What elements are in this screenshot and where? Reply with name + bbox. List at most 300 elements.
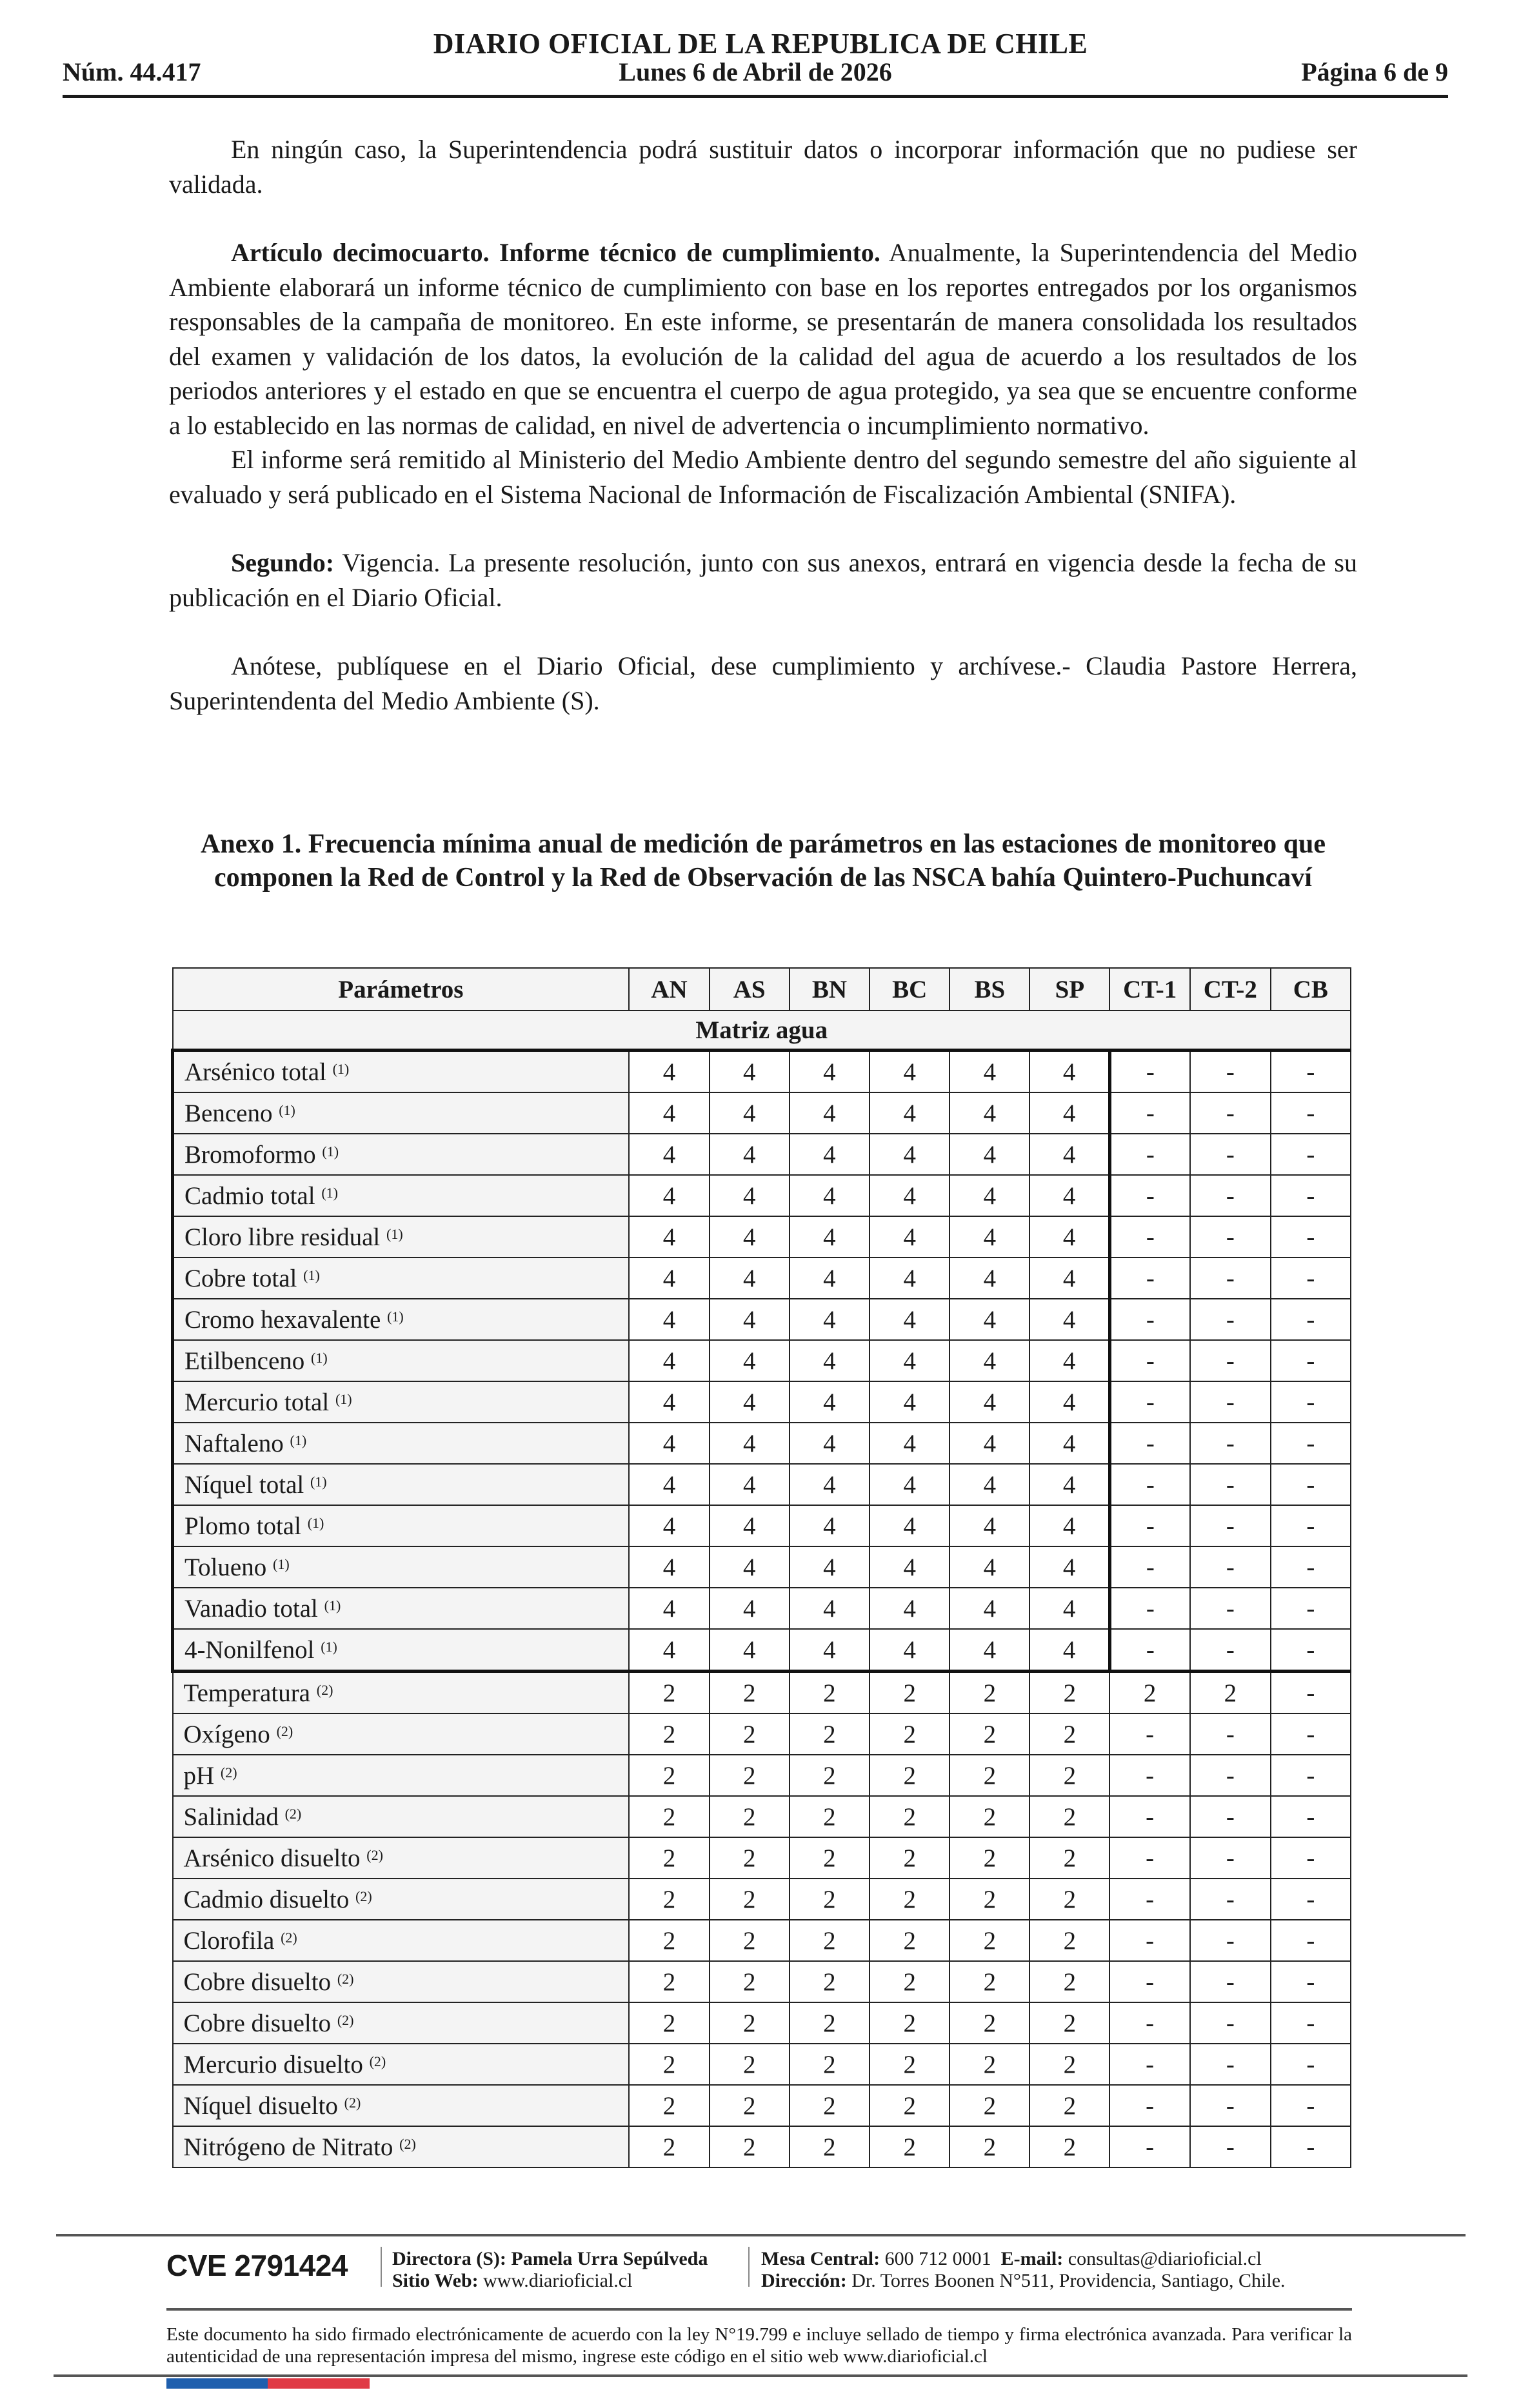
frequency-cell: 4	[949, 1134, 1029, 1175]
table-row	[173, 1505, 1351, 1546]
frequency-cell: 4	[629, 1092, 709, 1134]
article-text: Anualmente, la Superintendencia del Medio Ambiente elaborará un informe técnico de cumplimiento con base en los reportes entregados por los organismos responsables de la campaña de monitoreo. En este informe, se presentarán de manera consolidada los resultados del examen y validación de los datos, la evolución de la calidad del agua de acuerdo a los resultados de los periodos anteriores y el estado en que se encuentra el cuerpo de agua protegido, ya sea que se encuentre conforme a lo establecido en las normas de calidad, en nivel de advertencia o incumplimiento normativo.	[169, 238, 1357, 440]
frequency-cell: -	[1109, 1546, 1190, 1588]
table-row	[173, 1216, 1351, 1258]
frequency-cell: 2	[710, 1755, 790, 1796]
frequency-cell: 4	[1029, 1134, 1109, 1175]
frequency-cell: 4	[1029, 1216, 1109, 1258]
parameter-name	[173, 1796, 630, 1837]
parameter-label: Plomo total	[184, 1512, 301, 1540]
frequency-cell: 2	[790, 1796, 870, 1837]
footnote-marker: (2)	[316, 1681, 333, 1698]
email-link[interactable]: consultas@diarioficial.cl	[1063, 2248, 1262, 2269]
frequency-cell: 4	[790, 1051, 870, 1093]
table-row	[173, 1713, 1351, 1755]
second-text: Vigencia. La presente resolución, junto con sus anexos, entrará en vigencia desde la fecha de su publicación en el Diario Oficial.	[169, 548, 1357, 612]
frequency-cell: -	[1271, 1837, 1351, 1879]
frequency-cell: 4	[710, 1340, 790, 1381]
frequency-cell: 4	[949, 1340, 1029, 1381]
frequency-cell: 2	[949, 1755, 1029, 1796]
table-row	[173, 1340, 1351, 1381]
frequency-cell: -	[1109, 1588, 1190, 1629]
frequency-cell: -	[1271, 1588, 1351, 1629]
frequency-cell: 4	[710, 1464, 790, 1505]
frequency-cell: 4	[870, 1216, 949, 1258]
frequency-cell: 4	[949, 1381, 1029, 1423]
parameter-name	[173, 1216, 630, 1258]
frequency-cell: 2	[790, 2002, 870, 2044]
gazette-title: DIARIO OFICIAL DE LA REPUBLICA DE CHILE	[433, 28, 1088, 59]
frequency-cell: 4	[710, 1258, 790, 1299]
frequency-cell: 4	[629, 1340, 709, 1381]
table-row	[173, 1920, 1351, 1961]
frequency-cell: 4	[790, 1134, 870, 1175]
frequency-cell: -	[1190, 2126, 1271, 2167]
frequency-cell: 2	[1029, 2126, 1109, 2167]
frequency-cell: 4	[1029, 1175, 1109, 1216]
frequency-cell: 4	[629, 1505, 709, 1546]
frequency-cell: -	[1109, 2002, 1190, 2044]
parameter-label: Temperatura	[183, 1679, 310, 1707]
table-row	[173, 1961, 1351, 2002]
frequency-cell: -	[1109, 1340, 1190, 1381]
footnote-marker: (1)	[332, 1060, 350, 1077]
frequency-cell: 4	[1029, 1258, 1109, 1299]
frequency-cell: -	[1190, 1092, 1271, 1134]
flag-stripe-red	[268, 2378, 370, 2389]
column-header-station: AS	[710, 968, 790, 1011]
parameter-label: Mercurio total	[184, 1388, 330, 1416]
frequency-cell: 4	[1029, 1423, 1109, 1464]
frequency-cell: -	[1190, 1961, 1271, 2002]
frequency-cell: -	[1271, 2085, 1351, 2126]
frequency-cell: 2	[629, 1837, 709, 1879]
frequency-cell: -	[1190, 1879, 1271, 1920]
frequency-cell: -	[1271, 1920, 1351, 1961]
frequency-cell: -	[1271, 2044, 1351, 2085]
footnote-marker: (2)	[276, 1722, 293, 1739]
frequency-cell: 4	[1029, 1464, 1109, 1505]
column-header-station: AN	[629, 968, 709, 1011]
table-row	[173, 1796, 1351, 1837]
frequency-cell: -	[1190, 1713, 1271, 1755]
frequency-cell: 2	[629, 2002, 709, 2044]
table-row	[173, 1879, 1351, 1920]
footnote-marker: (1)	[321, 1638, 337, 1655]
parameter-label: Arsénico total	[184, 1058, 326, 1086]
frequency-cell: 2	[790, 1672, 870, 1714]
frequency-cell: -	[1271, 1629, 1351, 1672]
parameter-name	[173, 2044, 630, 2085]
frequency-cell: -	[1109, 1961, 1190, 2002]
frequency-cell: 2	[1029, 2002, 1109, 2044]
document-body	[169, 132, 1357, 718]
header-divider	[63, 95, 1448, 98]
frequency-cell: 2	[710, 1672, 790, 1714]
frequency-cell: 2	[710, 2044, 790, 2085]
table-row	[173, 1381, 1351, 1423]
parameter-label: Salinidad	[183, 1802, 279, 1831]
paragraph-signoff: Anótese, publíquese en el Diario Oficial, dese cumplimiento y archívese.- Claudia Pastore Herrera, Superintendenta del Medio Ambiente (S).	[169, 651, 1357, 715]
frequency-cell: -	[1190, 2044, 1271, 2085]
parameter-label: Níquel disuelto	[183, 2091, 338, 2120]
frequency-cell: 4	[710, 1299, 790, 1340]
footnote-marker: (2)	[281, 1929, 297, 1946]
frequency-cell: 4	[629, 1381, 709, 1423]
frequency-cell: -	[1271, 1755, 1351, 1796]
frequency-cell: 4	[870, 1505, 949, 1546]
frequency-cell: 2	[949, 1796, 1029, 1837]
frequency-cell: 4	[870, 1092, 949, 1134]
parameter-label: Cobre disuelto	[183, 1968, 332, 1996]
column-header-station: BN	[790, 968, 870, 1011]
frequency-cell: 4	[870, 1629, 949, 1672]
frequency-cell: 4	[790, 1464, 870, 1505]
frequency-cell: 2	[870, 1713, 949, 1755]
frequency-cell: 2	[949, 2126, 1029, 2167]
frequency-cell: -	[1109, 1796, 1190, 1837]
frequency-cell: 2	[710, 1961, 790, 2002]
frequency-cell: 2	[710, 2126, 790, 2167]
table-row	[173, 1051, 1351, 1093]
frequency-cell: 2	[790, 1755, 870, 1796]
frequency-cell: 4	[949, 1175, 1029, 1216]
footnote-marker: (1)	[322, 1143, 339, 1160]
frequency-cell: 2	[1029, 1837, 1109, 1879]
parameter-name	[173, 1672, 630, 1714]
frequency-cell: 2	[1029, 1672, 1109, 1714]
frequency-cell: -	[1190, 1505, 1271, 1546]
parameter-name	[173, 1588, 630, 1629]
parameter-name	[173, 1464, 630, 1505]
footer-separator	[748, 2247, 750, 2287]
footnote-marker: (2)	[337, 1970, 354, 1987]
frequency-cell: -	[1109, 1216, 1190, 1258]
parameter-name	[173, 1134, 630, 1175]
frequency-cell: -	[1109, 1713, 1190, 1755]
footnote-marker: (2)	[366, 1846, 383, 1863]
frequency-cell: 4	[710, 1423, 790, 1464]
flag-stripe-blue	[166, 2378, 268, 2389]
frequency-cell: 2	[629, 1920, 709, 1961]
frequency-cell: 4	[790, 1092, 870, 1134]
footer-separator	[381, 2247, 382, 2287]
frequency-cell: 2	[629, 1672, 709, 1714]
parameter-name	[173, 1755, 630, 1796]
frequency-cell: -	[1271, 1464, 1351, 1505]
frequency-cell: -	[1271, 2002, 1351, 2044]
frequency-cell: -	[1190, 1796, 1271, 1837]
frequency-cell: 4	[790, 1175, 870, 1216]
frequency-cell: 4	[629, 1629, 709, 1672]
cve-code: CVE 2791424	[166, 2249, 348, 2282]
frequency-cell: 4	[870, 1546, 949, 1588]
frequency-cell: 4	[710, 1051, 790, 1093]
table-row	[173, 1423, 1351, 1464]
frequency-cell: 2	[1029, 1879, 1109, 1920]
website-label: Sitio Web:	[392, 2270, 479, 2291]
frequency-cell: 2	[790, 2044, 870, 2085]
parameter-label: Oxígeno	[183, 1720, 270, 1748]
parameter-name	[173, 1092, 630, 1134]
frequency-cell: 4	[629, 1546, 709, 1588]
frequency-cell: 4	[790, 1299, 870, 1340]
parameter-label: Cadmio disuelto	[183, 1885, 350, 1913]
frequency-cell: 2	[790, 2085, 870, 2126]
frequency-cell: 4	[1029, 1299, 1109, 1340]
table-row	[173, 2126, 1351, 2167]
frequency-cell: -	[1271, 1879, 1351, 1920]
frequency-cell: 2	[1029, 1920, 1109, 1961]
footnote-marker: (2)	[337, 2011, 354, 2028]
frequency-cell: 4	[790, 1629, 870, 1672]
frequency-cell: 2	[710, 1796, 790, 1837]
footnote-marker: (1)	[321, 1184, 338, 1201]
frequency-cell: 2	[1029, 2044, 1109, 2085]
frequency-cell: -	[1109, 2044, 1190, 2085]
frequency-cell: 2	[870, 1796, 949, 1837]
frequency-cell: 2	[949, 2085, 1029, 2126]
frequency-cell: 4	[949, 1051, 1029, 1093]
column-header-parameters: Parámetros	[173, 968, 630, 1011]
frequency-cell: 4	[949, 1629, 1029, 1672]
column-header-station: CT-1	[1109, 968, 1190, 1011]
frequency-cell: -	[1271, 1546, 1351, 1588]
frequency-cell: -	[1109, 1381, 1190, 1423]
matrix-label: Matriz agua	[173, 1011, 1351, 1051]
frequency-cell: -	[1109, 1134, 1190, 1175]
parameter-name	[173, 1175, 630, 1216]
parameter-label: Vanadio total	[184, 1594, 318, 1623]
frequency-cell: 2	[629, 1796, 709, 1837]
frequency-cell: 4	[710, 1092, 790, 1134]
frequency-cell: -	[1109, 1755, 1190, 1796]
frequency-cell: -	[1271, 1175, 1351, 1216]
frequency-cell: 2	[1029, 1796, 1109, 1837]
frequency-cell: 2	[790, 1879, 870, 1920]
frequency-cell: -	[1271, 1713, 1351, 1755]
footnote-marker: (1)	[387, 1308, 404, 1325]
frequency-cell: 2	[1029, 2085, 1109, 2126]
frequency-cell: 4	[710, 1588, 790, 1629]
parameter-name	[173, 1546, 630, 1588]
frequency-cell: 4	[629, 1464, 709, 1505]
frequency-cell: 2	[790, 1961, 870, 2002]
issue-date: Lunes 6 de Abril de 2026	[619, 57, 892, 86]
parameter-name	[173, 1423, 630, 1464]
frequency-cell: 2	[629, 1755, 709, 1796]
frequency-cell: 4	[710, 1629, 790, 1672]
frequency-cell: 4	[710, 1505, 790, 1546]
frequency-cell: -	[1190, 1051, 1271, 1093]
frequency-cell: 2	[710, 1920, 790, 1961]
parameter-label: 4-Nonilfenol	[184, 1635, 315, 1664]
frequency-cell: 4	[949, 1505, 1029, 1546]
frequency-cell: 4	[870, 1299, 949, 1340]
frequency-cell: 2	[790, 1713, 870, 1755]
footnote-marker: (1)	[279, 1101, 295, 1118]
frequency-cell: -	[1109, 2085, 1190, 2126]
frequency-cell: -	[1271, 1505, 1351, 1546]
frequency-cell: 2	[629, 2126, 709, 2167]
header-meta	[63, 57, 1448, 90]
parameter-name	[173, 1837, 630, 1879]
frequency-cell: -	[1109, 1175, 1190, 1216]
table-row	[173, 1629, 1351, 1672]
frequency-cell: 2	[710, 2085, 790, 2126]
frequency-cell: 4	[790, 1505, 870, 1546]
frequency-cell: -	[1109, 1837, 1190, 1879]
frequency-cell: 2	[629, 2044, 709, 2085]
parameter-label: Tolueno	[184, 1553, 267, 1581]
footnote-marker: (1)	[307, 1514, 324, 1531]
frequency-cell: -	[1190, 1340, 1271, 1381]
footnote-marker: (1)	[311, 1349, 328, 1366]
frequency-cell: -	[1190, 1423, 1271, 1464]
frequency-cell: -	[1271, 1672, 1351, 1714]
article-heading: Artículo decimocuarto. Informe técnico de cumplimiento.	[231, 238, 880, 267]
table-row	[173, 1464, 1351, 1505]
annex-title: Anexo 1. Frecuencia mínima anual de medición de parámetros en las estaciones de monitoreo que componen la Red de Control y la Red de Observación de las NSCA bahía Quintero-Puchuncaví	[200, 829, 1326, 893]
director-name: Pamela Urra Sepúlveda	[506, 2248, 708, 2269]
frequency-cell: 2	[949, 1837, 1029, 1879]
frequency-cell: -	[1190, 1546, 1271, 1588]
frequency-cell: 4	[1029, 1340, 1109, 1381]
footnote-marker: (2)	[220, 1764, 237, 1781]
frequency-cell: -	[1109, 1879, 1190, 1920]
frequency-cell: 4	[870, 1134, 949, 1175]
frequency-cell: -	[1271, 1299, 1351, 1340]
table-row	[173, 1175, 1351, 1216]
frequency-cell: 4	[710, 1381, 790, 1423]
table-row	[173, 1546, 1351, 1588]
frequency-cell: 2	[870, 1920, 949, 1961]
frequency-cell: 2	[1029, 1961, 1109, 2002]
signature-notice: Este documento ha sido firmado electrónicamente de acuerdo con la ley N°19.799 e incluye sellado de tiempo y firma electrónica avanzada. Para verificar la autenticidad de una representación impresa del mismo, ingrese este código en el sitio web www.diarioficial.cl	[166, 2324, 1352, 2367]
frequency-cell: -	[1109, 1051, 1190, 1093]
parameter-label: Cobre total	[184, 1264, 297, 1292]
frequency-cell: 2	[870, 2044, 949, 2085]
frequency-cell: 4	[710, 1216, 790, 1258]
parameter-name	[173, 1920, 630, 1961]
frequency-cell: 2	[870, 2085, 949, 2126]
paragraph-report-submission: El informe será remitido al Ministerio del Medio Ambiente dentro del segundo semestre del año siguiente al evaluado y será publicado en el Sistema Nacional de Información de Fiscalización Ambiental (SNIFA).	[169, 445, 1357, 509]
frequency-cell: 4	[1029, 1051, 1109, 1093]
frequency-cell: 2	[870, 1961, 949, 2002]
issue-number: Núm. 44.417	[63, 57, 201, 86]
frequency-cell: 4	[710, 1175, 790, 1216]
frequency-cell: 4	[629, 1258, 709, 1299]
frequency-cell: 4	[949, 1464, 1029, 1505]
frequency-cell: 2	[949, 1713, 1029, 1755]
frequency-cell: -	[1190, 1920, 1271, 1961]
frequency-cell: 2	[1190, 1672, 1271, 1714]
frequency-cell: -	[1190, 2002, 1271, 2044]
paragraph-second	[169, 546, 1357, 615]
frequency-cell: 4	[870, 1175, 949, 1216]
table-header-row	[173, 968, 1351, 1011]
column-header-station: BS	[949, 968, 1029, 1011]
frequency-cell: 4	[790, 1340, 870, 1381]
frequency-cell: 2	[949, 2044, 1029, 2085]
frequency-cell: 4	[1029, 1092, 1109, 1134]
frequency-cell: 2	[870, 1755, 949, 1796]
table-row	[173, 2085, 1351, 2126]
frequency-cell: 4	[790, 1588, 870, 1629]
frequency-cell: 4	[790, 1216, 870, 1258]
table-row	[173, 1134, 1351, 1175]
parameter-label: Naftaleno	[184, 1429, 284, 1457]
frequency-cell: 2	[949, 2002, 1029, 2044]
frequency-cell: 4	[629, 1588, 709, 1629]
table-row	[173, 1258, 1351, 1299]
frequency-cell: -	[1271, 2126, 1351, 2167]
frequency-cell: 4	[1029, 1546, 1109, 1588]
frequency-cell: 2	[629, 2085, 709, 2126]
table-row	[173, 1588, 1351, 1629]
frequency-cell: 4	[870, 1258, 949, 1299]
footnote-marker: (1)	[303, 1267, 320, 1283]
footer-divider-top	[56, 2234, 1466, 2236]
frequency-cell: 4	[790, 1381, 870, 1423]
frequency-table	[171, 967, 1351, 2168]
footnote-marker: (2)	[369, 2053, 386, 2069]
frequency-cell: 4	[870, 1051, 949, 1093]
parameter-name	[173, 1879, 630, 1920]
frequency-cell: 4	[629, 1134, 709, 1175]
parameter-label: Cadmio total	[184, 1181, 315, 1210]
frequency-cell: -	[1271, 1216, 1351, 1258]
frequency-cell: 2	[790, 1837, 870, 1879]
frequency-cell: 4	[949, 1588, 1029, 1629]
website-link[interactable]: www.diarioficial.cl	[478, 2270, 633, 2291]
parameter-name	[173, 1961, 630, 2002]
frequency-cell: 4	[710, 1546, 790, 1588]
frequency-cell: 2	[870, 1837, 949, 1879]
frequency-cell: -	[1190, 1175, 1271, 1216]
frequency-cell: -	[1190, 1837, 1271, 1879]
table-row	[173, 2044, 1351, 2085]
footer-divider-middle	[166, 2308, 1352, 2311]
footnote-marker: (1)	[273, 1555, 290, 1572]
footnote-marker: (2)	[284, 1805, 302, 1822]
frequency-cell: -	[1109, 1464, 1190, 1505]
parameter-label: Níquel total	[184, 1470, 304, 1499]
frequency-cell: 4	[1029, 1629, 1109, 1672]
frequency-cell: 2	[710, 1837, 790, 1879]
frequency-cell: 4	[949, 1258, 1029, 1299]
footer-publisher-info	[392, 2248, 708, 2292]
matrix-row	[173, 1011, 1351, 1051]
frequency-cell: -	[1190, 1299, 1271, 1340]
parameter-name	[173, 1258, 630, 1299]
frequency-cell: 2	[870, 2126, 949, 2167]
page-number: Página 6 de 9	[1301, 57, 1448, 86]
frequency-cell: -	[1190, 1134, 1271, 1175]
director-label: Directora (S):	[392, 2248, 506, 2269]
address-value: Dr. Torres Boonen N°511, Providencia, Santiago, Chile.	[846, 2270, 1286, 2291]
frequency-cell: -	[1271, 1961, 1351, 2002]
frequency-cell: -	[1190, 1381, 1271, 1423]
parameter-label: Cloro libre residual	[184, 1223, 381, 1251]
parameter-label: Cobre disuelto	[183, 2009, 332, 2037]
frequency-cell: 2	[629, 1961, 709, 2002]
frequency-cell: -	[1271, 1092, 1351, 1134]
frequency-cell: 2	[870, 1879, 949, 1920]
frequency-cell: 2	[790, 1920, 870, 1961]
frequency-cell: -	[1271, 1340, 1351, 1381]
frequency-cell: 4	[949, 1546, 1029, 1588]
